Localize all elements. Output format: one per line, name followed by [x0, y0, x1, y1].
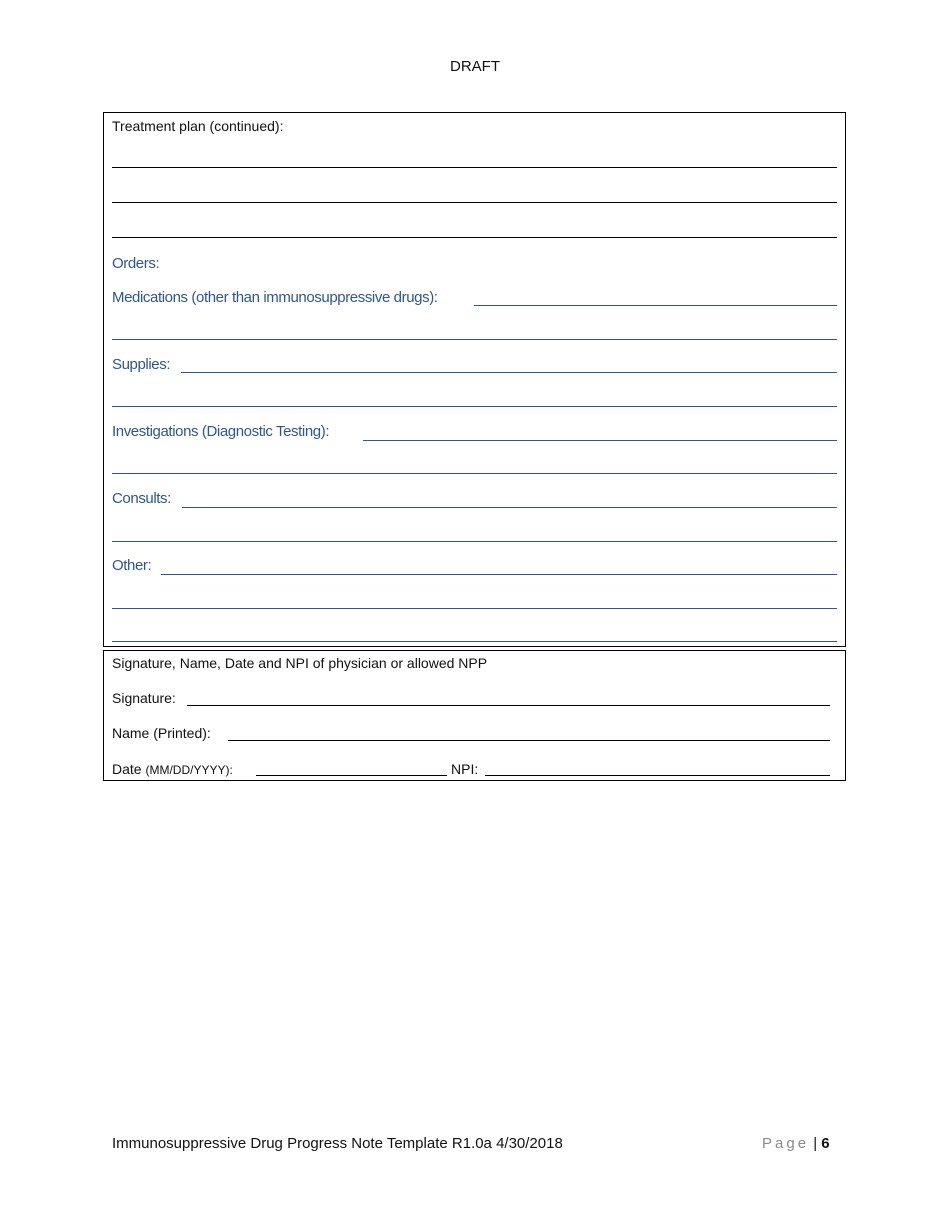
investigations-line-2[interactable] [112, 473, 837, 474]
treatment-line-2[interactable] [112, 202, 837, 203]
date-field[interactable] [256, 775, 447, 776]
treatment-line-1[interactable] [112, 167, 837, 168]
draft-header: DRAFT [450, 58, 500, 75]
consults-label: Consults: [112, 490, 171, 507]
page-separator: | [813, 1135, 818, 1152]
medications-line-1[interactable] [474, 305, 837, 306]
other-line-3[interactable] [112, 641, 837, 642]
consults-line-2[interactable] [112, 541, 837, 542]
other-label: Other: [112, 557, 152, 574]
page-word: Page [762, 1135, 810, 1152]
orders-label: Orders: [112, 255, 160, 272]
supplies-line-2[interactable] [112, 406, 837, 407]
footer-title: Immunosuppressive Drug Progress Note Template R1.0a 4/30/2018 [112, 1135, 563, 1152]
npi-label: NPI: [451, 761, 479, 777]
other-line-2[interactable] [112, 608, 837, 609]
investigations-label: Investigations (Diagnostic Testing): [112, 423, 330, 440]
name-printed-label: Name (Printed): [112, 725, 211, 741]
medications-line-2[interactable] [112, 339, 837, 340]
medications-label: Medications (other than immunosuppressive drugs): [112, 289, 438, 306]
treatment-plan-section [103, 112, 846, 647]
signature-field[interactable] [187, 705, 830, 706]
consults-line-1[interactable] [182, 507, 837, 508]
date-label-text: Date [112, 761, 142, 777]
treatment-line-3[interactable] [112, 237, 837, 238]
treatment-plan-title: Treatment plan (continued): [112, 118, 284, 134]
npi-field[interactable] [485, 775, 830, 776]
investigations-line-1[interactable] [363, 440, 837, 441]
signature-section-title: Signature, Name, Date and NPI of physician or allowed NPP [112, 655, 488, 671]
date-format-text: (MM/DD/YYYY): [145, 763, 233, 777]
signature-label: Signature: [112, 690, 176, 706]
other-line-1[interactable] [161, 574, 837, 575]
page-number: 6 [821, 1135, 830, 1152]
date-label [112, 762, 233, 776]
footer-page-indicator [762, 1135, 830, 1152]
supplies-line-1[interactable] [181, 372, 837, 373]
name-printed-field[interactable] [228, 740, 830, 741]
supplies-label: Supplies: [112, 356, 171, 373]
signature-section [103, 650, 846, 781]
